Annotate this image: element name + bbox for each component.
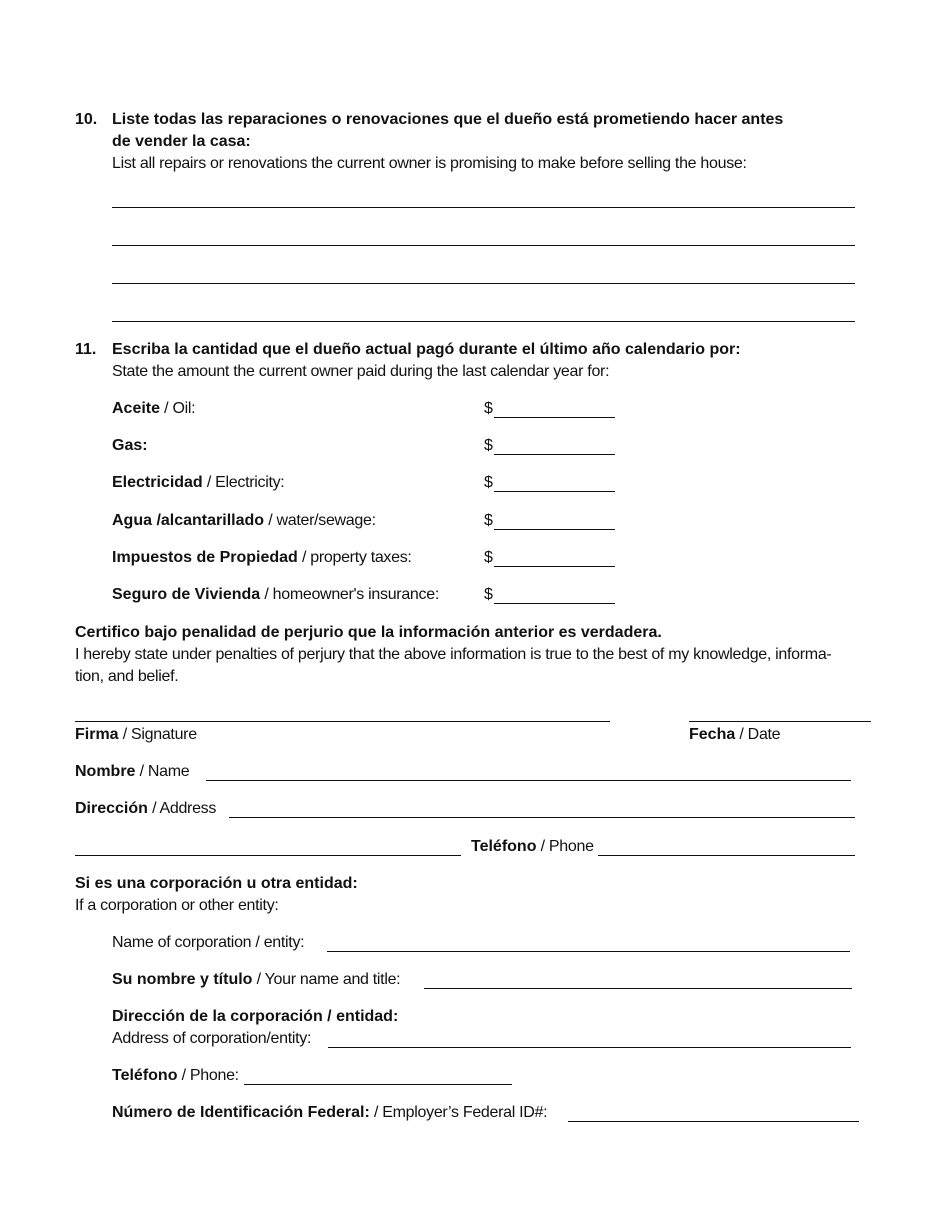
corporation-name-field[interactable] <box>327 951 850 952</box>
repairs-line-3[interactable] <box>112 283 855 284</box>
corporation-address-field[interactable] <box>328 1047 851 1048</box>
question-11-number: 11. <box>75 341 97 358</box>
name-field[interactable] <box>206 780 851 781</box>
currency-sign: $ <box>484 474 493 491</box>
expense-label-property-taxes: Impuestos de Propiedad / property taxes: <box>112 549 412 566</box>
phone-label: Teléfono / Phone <box>471 838 594 855</box>
repairs-line-2[interactable] <box>112 245 855 246</box>
question-10-title-es: Liste todas las reparaciones o renovaciones que el dueño está prometiendo hacer antes <box>112 111 784 128</box>
repairs-line-1[interactable] <box>112 207 855 208</box>
certification-en-cont: tion, and belief. <box>75 668 179 685</box>
address-label: Dirección / Address <box>75 800 217 817</box>
corporation-address-label-es: Dirección de la corporación / entidad: <box>112 1008 399 1025</box>
corporation-phone-field[interactable] <box>244 1084 512 1085</box>
repairs-line-4[interactable] <box>112 321 855 322</box>
signature-field[interactable] <box>75 721 610 722</box>
expense-label-gas: Gas: <box>112 437 148 454</box>
name-label: Nombre / Name <box>75 763 190 780</box>
currency-sign: $ <box>484 437 493 454</box>
certification-es: Certifico bajo penalidad de perjurio que la información anterior es verdadera. <box>75 624 662 641</box>
currency-sign: $ <box>484 512 493 529</box>
question-10-number: 10. <box>75 111 98 128</box>
currency-sign: $ <box>484 549 493 566</box>
expense-label-oil: Aceite / Oil: <box>112 400 196 417</box>
corporation-address-label-en: Address of corporation/entity: <box>112 1030 312 1047</box>
corporation-heading-es: Si es una corporación u otra entidad: <box>75 875 358 892</box>
date-field[interactable] <box>689 721 871 722</box>
question-10-title-en: List all repairs or renovations the current owner is promising to make before selling the house: <box>112 155 747 172</box>
corporation-name-label: Name of corporation / entity: <box>112 934 305 951</box>
electricity-amount-field[interactable] <box>494 491 615 492</box>
address-line-2-field[interactable] <box>75 855 461 856</box>
water-amount-field[interactable] <box>494 529 615 530</box>
oil-amount-field[interactable] <box>494 417 615 418</box>
property-taxes-amount-field[interactable] <box>494 566 615 567</box>
your-name-title-label: Su nombre y título / Your name and title: <box>112 971 401 988</box>
expense-label-electricity: Electricidad / Electricity: <box>112 474 285 491</box>
gas-amount-field[interactable] <box>494 454 615 455</box>
federal-id-label: Número de Identificación Federal: / Employer’s Federal ID#: <box>112 1104 548 1121</box>
expense-label-insurance: Seguro de Vivienda / homeowner's insurance: <box>112 586 439 603</box>
federal-id-field[interactable] <box>568 1121 859 1122</box>
question-11-title-en: State the amount the current owner paid during the last calendar year for: <box>112 363 610 380</box>
currency-sign: $ <box>484 586 493 603</box>
insurance-amount-field[interactable] <box>494 603 615 604</box>
corporation-phone-label: Teléfono / Phone: <box>112 1067 239 1084</box>
address-field[interactable] <box>229 817 855 818</box>
date-label: Fecha / Date <box>689 726 781 743</box>
currency-sign: $ <box>484 400 493 417</box>
your-name-title-field[interactable] <box>424 988 852 989</box>
phone-field[interactable] <box>598 855 855 856</box>
signature-label: Firma / Signature <box>75 726 197 743</box>
corporation-heading-en: If a corporation or other entity: <box>75 897 279 914</box>
certification-en: I hereby state under penalties of perjury that the above information is true to the best of my knowledge, informa- <box>75 646 832 663</box>
question-11-title-es: Escriba la cantidad que el dueño actual pagó durante el último año calendario por: <box>112 341 741 358</box>
question-10-title-es-cont: de vender la casa: <box>112 133 251 150</box>
expense-label-water: Agua /alcantarillado / water/sewage: <box>112 512 376 529</box>
